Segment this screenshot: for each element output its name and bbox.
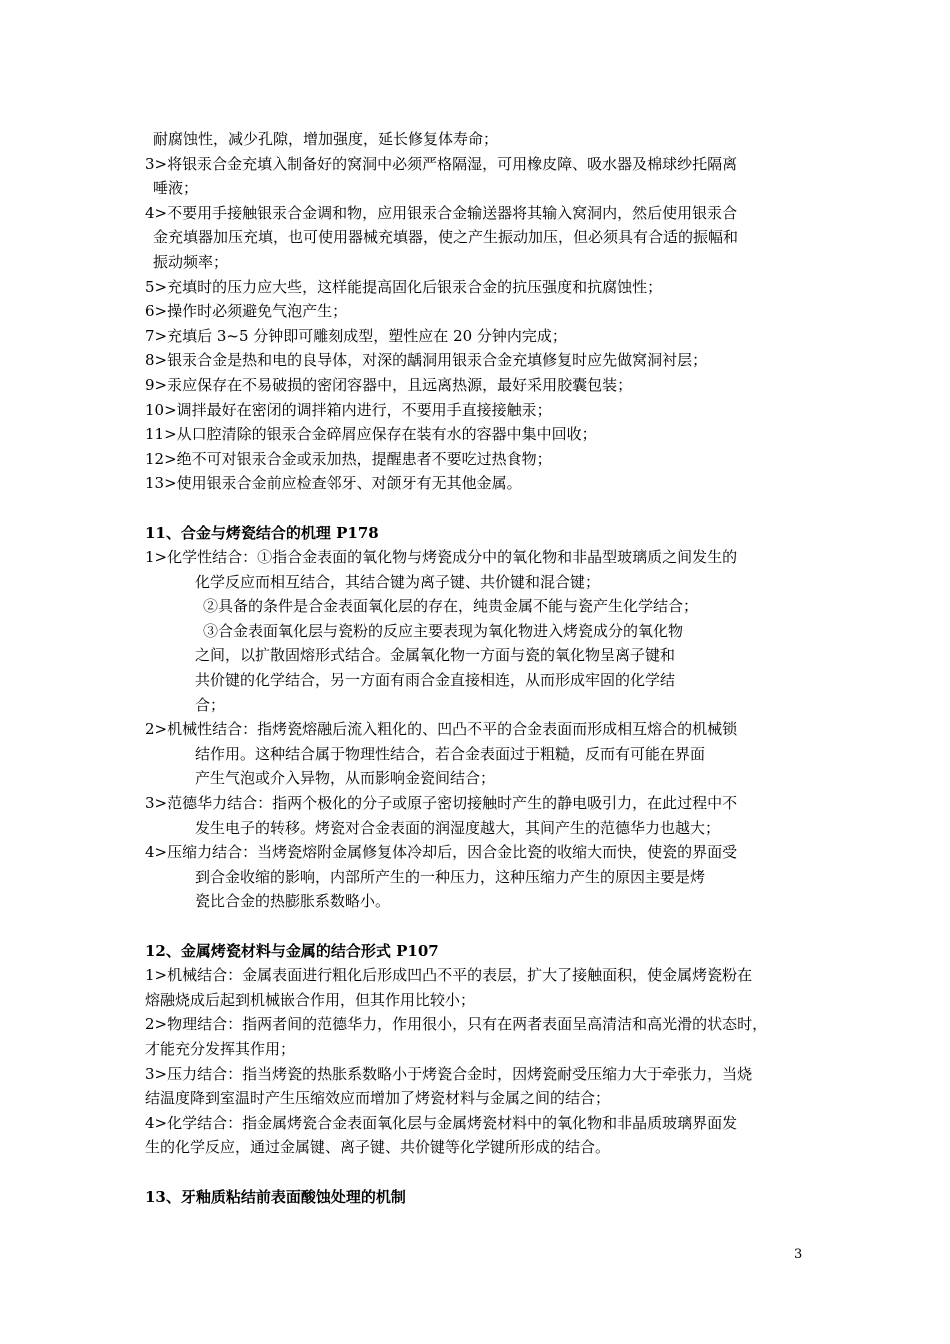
text-line: 12>绝不可对银汞合金或汞加热，提醒患者不要吃过热食物； — [145, 449, 552, 468]
text-line: 1>化学性结合：①指合金表面的氧化物与烤瓷成分中的氧化物和非晶型玻璃质之间发生的 — [145, 548, 738, 567]
text-line: ③合金表面氧化层与瓷粉的反应主要表现为氧化物进入烤瓷成分的氧化物 — [203, 621, 684, 640]
text-line: 9>汞应保存在不易破损的密闭容器中，且远离热源，最好采用胶囊包装； — [145, 375, 633, 394]
text-line: 共价键的化学结合，另一方面有雨合金直接相连，从而形成牢固的化学结 — [195, 671, 676, 690]
text-line: 耐腐蚀性，减少孔隙，增加强度，延长修复体寿命； — [153, 130, 499, 148]
text-line: 结作用。这种结合属于物理性结合，若合金表面过于粗糙，反而有可能在界面 — [195, 744, 706, 763]
text-line: 唾液； — [153, 179, 199, 198]
section-heading-11: 11、合金与烤瓷结合的机理 P178 — [145, 523, 379, 542]
text-line: 4>化学结合：指金属烤瓷合金表面氧化层与金属烤瓷材料中的氧化物和非晶质玻璃界面发 — [145, 1113, 738, 1132]
text-line: 5>充填时的压力应大些，这样能提高固化后银汞合金的抗压强度和抗腐蚀性； — [145, 277, 663, 296]
text-line: 13>使用银汞合金前应检查邻牙、对颌牙有无其他金属。 — [145, 474, 522, 493]
text-line: 合； — [195, 695, 226, 714]
text-line: 11>从口腔清除的银汞合金碎屑应保存在装有水的容器中集中回收； — [145, 425, 597, 444]
text-line: 产生气泡或介入异物，从而影响金瓷间结合； — [195, 769, 496, 788]
text-line: 8>银汞合金是热和电的良导体，对深的龋洞用银汞合金充填修复时应先做窝洞衬层； — [145, 351, 708, 370]
text-line: 振动频率； — [153, 252, 229, 271]
paragraph-gap — [145, 1160, 815, 1185]
text-line: 7>充填后 3~5 分钟即可雕刻成型，塑性应在 20 分钟内完成； — [145, 326, 567, 345]
text-line: 6>操作时必须避免气泡产生； — [145, 302, 348, 321]
page-content — [145, 127, 815, 1209]
text-line: 结温度降到室温时产生压缩效应而增加了烤瓷材料与金属之间的结合； — [145, 1089, 611, 1108]
text-line: 化学反应而相互结合，其结合键为离子键、共价键和混合键； — [195, 572, 601, 591]
section-heading-12: 12、金属烤瓷材料与金属的结合形式 P107 — [145, 941, 439, 960]
text-line: 1>机械结合：金属表面进行粗化后形成凹凸不平的表层，扩大了接触面积，使金属烤瓷粉在 — [145, 966, 753, 985]
text-line: ②具备的条件是合金表面氧化层的存在，纯贵金属不能与瓷产生化学结合； — [203, 597, 699, 616]
section-heading-13: 13、牙釉质粘结前表面酸蚀处理的机制 — [145, 1187, 406, 1206]
text-line: 金充填器加压充填，也可使用器械充填器，使之产生振动加压，但必须具有合适的振幅和 — [153, 228, 739, 247]
text-line: 3>压力结合：指当烤瓷的热胀系数略小于烤瓷合金时，因烤瓷耐受压缩力大于牵张力，当烧 — [145, 1064, 753, 1083]
text-line: 2>物理结合：指两者间的范德华力，作用很小，只有在两者表面呈高清洁和高光滑的状态时， — [145, 1015, 768, 1034]
text-line: 10>调拌最好在密闭的调拌箱内进行，不要用手直接接触汞； — [145, 400, 552, 419]
text-line: 之间，以扩散固熔形式结合。金属氧化物一方面与瓷的氧化物呈离子键和 — [195, 646, 676, 665]
text-line: 3>范德华力结合：指两个极化的分子或原子密切接触时产生的静电吸引力，在此过程中不 — [145, 794, 738, 813]
text-line: 2>机械性结合：指烤瓷熔融后流入粗化的、凹凸不平的合金表面而形成相互熔合的机械锁 — [145, 720, 738, 739]
paragraph-gap — [145, 496, 815, 521]
text-line: 瓷比合金的热膨胀系数略小。 — [195, 892, 391, 911]
text-line: 生的化学反应，通过金属键、离子键、共价键等化学键所形成的结合。 — [145, 1138, 611, 1157]
text-line: 4>压缩力结合：当烤瓷熔附金属修复体冷却后，因合金比瓷的收缩大而快，使瓷的界面受 — [145, 843, 738, 862]
paragraph-gap — [145, 914, 815, 939]
text-line: 熔融烧成后起到机械嵌合作用，但其作用比较小； — [145, 990, 476, 1009]
text-line: 3>将银汞合金充填入制备好的窝洞中必须严格隔湿，可用橡皮障、吸水器及棉球纱托隔离 — [145, 154, 738, 173]
text-line: 到合金收缩的影响，内部所产生的一种压力，这种压缩力产生的原因主要是烤 — [195, 867, 706, 886]
text-line: 才能充分发挥其作用； — [145, 1039, 296, 1058]
page-number: 3 — [794, 1247, 803, 1262]
text-line: 4>不要用手接触银汞合金调和物，应用银汞合金输送器将其输入窝洞内，然后使用银汞合 — [145, 203, 738, 222]
text-line: 发生电子的转移。烤瓷对合金表面的润湿度越大，其间产生的范德华力也越大； — [195, 818, 721, 837]
